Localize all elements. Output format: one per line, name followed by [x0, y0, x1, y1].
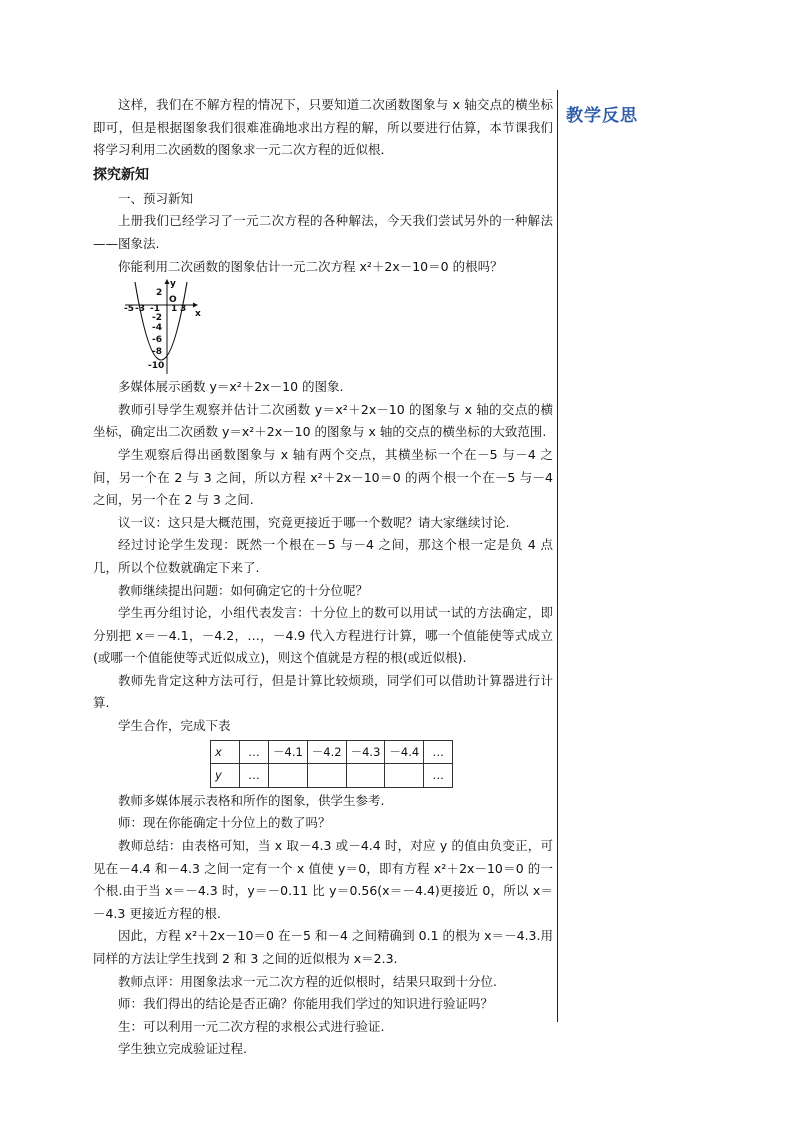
- table-cell: x: [211, 740, 240, 764]
- x-tick-label: 1: [171, 304, 178, 315]
- y-axis-arrow: [165, 279, 170, 284]
- paragraph: 上册我们已经学习了一元二次方程的各种解法，今天我们尝试另外的一种解法——图象法.: [93, 213, 553, 251]
- y-tick-label: -10: [148, 361, 165, 372]
- x-axis-label: x: [195, 309, 201, 320]
- section-title: 探究新知: [93, 166, 149, 183]
- paragraph: 师：我们得出的结论是否正确？你能用我们学过的知识进行验证吗？: [118, 996, 494, 1012]
- column-divider: [557, 90, 558, 1022]
- paragraph: 教师引导学生观察并估计二次函数 y＝x²＋2x－10 的图象与 x 轴的交点的横坐标，确定出二次函数 y＝x²＋2x－10 的图象与 x 轴的交点的横坐标的大致范围.: [93, 401, 553, 440]
- origin-label: O: [169, 295, 177, 306]
- paragraph: 教师点评：用图象法求一元二次方程的近似根时，结果只取到十分位.: [118, 973, 497, 989]
- y-tick-label: -4: [152, 323, 162, 334]
- intro-paragraph: 这样，我们在不解方程的情况下，只要知道二次函数图象与 x 轴交点的横坐标即可，但是根据图象我们很难准确地求出方程的解，所以要进行估算，本节课我们将学习利用二次函数的图象求一元二次方程的近似根．: [93, 97, 553, 158]
- y-tick-label: -2: [152, 313, 162, 324]
- reflection-title: 教学反思: [566, 106, 638, 126]
- paragraph: 学生再分组讨论，小组代表发言：十分位上的数可以用试一试的方法确定，即分别把 x＝－4.1，－4.2，…，－4.9 代入方程进行计算，哪一个值能使等式成立(或哪一个值能使等式近似成立)，则这个值就是方程的根(或近似根).: [93, 605, 553, 666]
- table-cell: y: [211, 764, 240, 788]
- table-cell: －4.2: [307, 740, 346, 764]
- paragraph: 教师先肯定这种方法可行，但是计算比较烦琐，同学们可以借助计算器进行计算.: [93, 672, 553, 711]
- paragraph: 教师继续提出问题：如何确定它的十分位呢？: [118, 582, 369, 598]
- table-cell: …: [240, 764, 269, 788]
- table-cell: …: [424, 740, 453, 764]
- paragraph: 议一议：这只是大概范围，究竟更接近于哪一个数呢？请大家继续讨论.: [118, 514, 510, 530]
- table-row: [211, 740, 453, 764]
- x-tick-label: -1: [150, 304, 160, 315]
- x-tick-label: -5: [124, 304, 134, 315]
- x-tick-label: 3: [180, 304, 187, 315]
- main-column: [93, 94, 553, 1061]
- paragraph: 你能利用二次函数的图象估计一元二次方程 x²＋2x－10＝0 的根吗？: [118, 258, 503, 274]
- table-cell: －4.3: [346, 740, 385, 764]
- paragraph: 因此，方程 x²＋2x－10＝0 在－5 和－4 之间精确到 0.1 的根为 x＝－4.3.用同样的方法让学生找到 2 和 3 之间的近似根为 x＝2.3.: [93, 928, 553, 966]
- paragraph: 师：现在你能确定十分位上的数了吗？: [118, 815, 331, 831]
- table-cell: －4.1: [269, 740, 308, 764]
- x-tick-label: -3: [135, 304, 145, 315]
- paragraph: 经过讨论学生发现：既然一个根在－5 与－4 之间，那这个根一定是负 4 点几，所以个位数就确定下来了.: [93, 537, 553, 575]
- y-tick-label: -6: [152, 335, 162, 346]
- parabola-graph: [123, 278, 213, 376]
- y-axis-label: y: [170, 279, 176, 290]
- paragraph: 多媒体展示函数 y＝x²＋2x－10 的图象.: [118, 379, 344, 395]
- paragraph: 生：可以利用一元二次方程的求根公式进行验证.: [118, 1018, 385, 1034]
- sub-title: 一、预习新知: [118, 190, 194, 206]
- paragraph: 教师多媒体展示表格和所作的图象，供学生参考.: [118, 792, 385, 808]
- xy-table: [210, 740, 453, 788]
- paragraph: 教师总结：由表格可知，当 x 取－4.3 或－4.4 时，对应 y 的值由负变正，可见在－4.4 和－4.3 之间一定有一个 x 值使 y＝0，即有方程 x²＋2x－10＝0 的一个根.由于当 x＝－4.3 时，y＝－0.11 比 y＝0.56(x＝－4.4)更接近 0，所以 x＝－4.3 更接近方程的根.: [93, 838, 553, 921]
- paragraph: 学生观察后得出函数图象与 x 轴有两个交点，其横坐标一个在－5 与－4 之间，另一个在 2 与 3 之间，所以方程 x²＋2x－10＝0 的两个根一个在－5 与－4 之间，另一个在 2 与 3 之间.: [93, 446, 553, 508]
- table-cell: …: [424, 764, 453, 788]
- y-tick-label: -8: [152, 347, 162, 358]
- y-tick-label: 2: [156, 288, 163, 299]
- table-cell: [269, 764, 308, 788]
- table-cell: [385, 764, 424, 788]
- paragraph: 学生独立完成验证过程.: [118, 1041, 247, 1057]
- table-row: [211, 764, 453, 788]
- x-axis-arrow: [193, 303, 198, 308]
- paragraph: 学生合作，完成下表: [118, 718, 231, 734]
- table-cell: [346, 764, 385, 788]
- table-cell: －4.4: [385, 740, 424, 764]
- table-cell: [307, 764, 346, 788]
- table-cell: …: [240, 740, 269, 764]
- function-graph: [93, 278, 553, 376]
